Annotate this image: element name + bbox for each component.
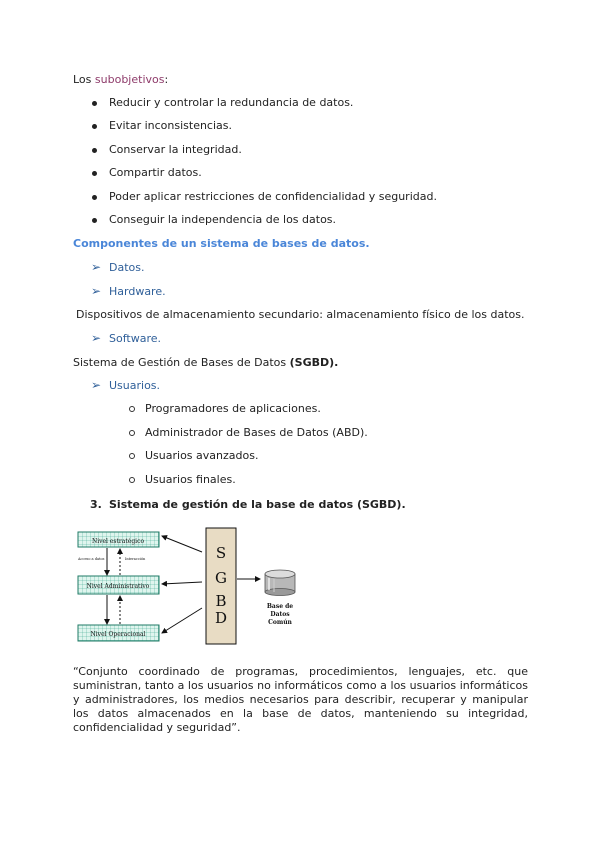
bullet-icon (92, 148, 97, 153)
sgbd-letter: B (215, 592, 227, 610)
list-item: Evitar inconsistencias. (109, 119, 233, 132)
component-hardware: Hardware. (109, 285, 166, 298)
arrow-bullet-icon: ➢ (91, 284, 102, 298)
db-label: Común (268, 619, 292, 626)
level-label: Nivel estratégico (91, 538, 145, 545)
arrow-bullet-icon: ➢ (91, 378, 102, 392)
circle-bullet-icon (129, 453, 135, 459)
sgbd-diagram (74, 524, 314, 648)
side-label-left: Acceso a datos (78, 557, 105, 561)
bullet-icon (92, 195, 97, 200)
db-label: Base de (266, 603, 294, 610)
list-item: Conseguir la independencia de los datos. (109, 213, 337, 226)
list-item: Conservar la integridad. (109, 143, 242, 156)
sgbd-letter: S (215, 544, 227, 562)
list-item: Poder aplicar restricciones de confidencialidad y seguridad. (109, 190, 437, 203)
db-label: Datos (270, 611, 290, 618)
arrow-bullet-icon: ➢ (91, 260, 102, 274)
intro-line: Los subobjetivos: (73, 73, 169, 86)
side-label-right: Interacción (125, 557, 146, 561)
section-title: Sistema de gestión de la base de datos (SGBD). (109, 498, 406, 511)
list-item: Compartir datos. (109, 166, 202, 179)
definition-quote: “Conjunto coordinado de programas, procedimientos, lenguajes, etc. que suministran, tanto a los usuarios no informáticos como a los usuarios informáticos y administradores, los medios necesarios para describir, recuperar y manipular los datos almacenados en la base de datos, manteniendo su integridad, confidencialidad y seguridad”. (73, 665, 528, 734)
component-datos: Datos. (109, 261, 145, 274)
sgbd-letter: D (214, 609, 228, 627)
connector-arrow (162, 608, 202, 633)
bullet-icon (92, 101, 97, 106)
level-label: Nivel Operacional (90, 631, 146, 638)
sgbd-letter: G (215, 569, 227, 587)
arrow-bullet-icon: ➢ (91, 331, 102, 345)
component-software: Software. (109, 332, 161, 345)
circle-bullet-icon (129, 406, 135, 412)
componentes-heading: Componentes de un sistema de bases de datos. (73, 237, 370, 250)
circle-bullet-icon (129, 430, 135, 436)
list-item: Usuarios finales. (145, 473, 236, 486)
section-number: 3. (90, 498, 102, 511)
component-usuarios: Usuarios. (109, 379, 161, 392)
subobjetivos-term: subobjetivos (94, 73, 165, 86)
hardware-description: Dispositivos de almacenamiento secundario: almacenamiento físico de los datos. (76, 308, 525, 321)
list-item: Administrador de Bases de Datos (ABD). (145, 426, 368, 439)
circle-bullet-icon (129, 477, 135, 483)
list-item: Programadores de aplicaciones. (145, 402, 321, 415)
database-icon (265, 570, 295, 596)
list-item: Usuarios avanzados. (145, 449, 259, 462)
connector-arrow (162, 536, 202, 552)
level-label: Nivel Administrativo (86, 583, 150, 590)
bullet-icon (92, 171, 97, 176)
bullet-icon (92, 124, 97, 129)
connector-arrow (162, 582, 202, 584)
list-item: Reducir y controlar la redundancia de datos. (109, 96, 354, 109)
software-description: Sistema de Gestión de Bases de Datos (SGBD). (73, 356, 339, 369)
bullet-icon (92, 218, 97, 223)
